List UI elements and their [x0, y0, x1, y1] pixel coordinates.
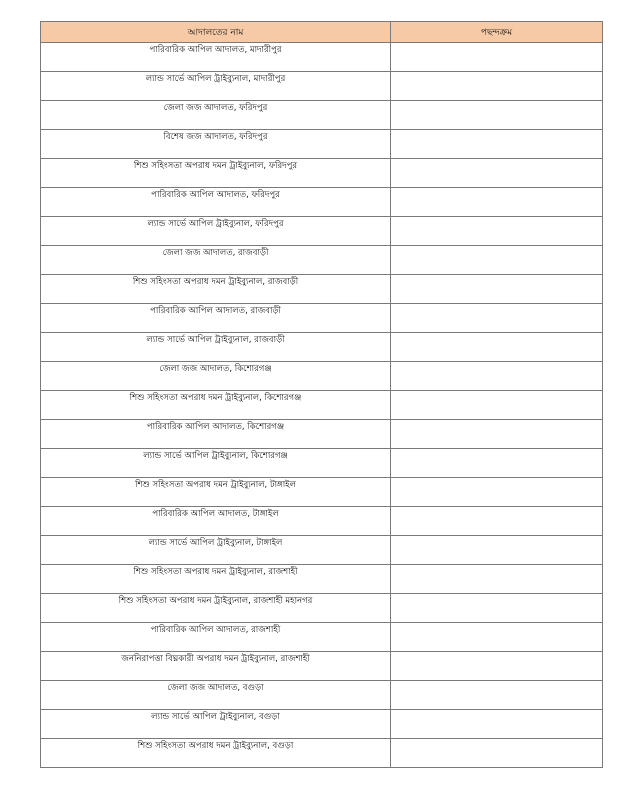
preference-cell[interactable] — [391, 188, 603, 217]
table-row — [41, 275, 603, 304]
table-row — [41, 391, 603, 420]
preference-cell[interactable] — [391, 362, 603, 391]
preference-cell[interactable] — [391, 101, 603, 130]
court-name-cell: ল্যান্ড সার্ভে আপিল ট্রাইব্যুনাল, ফরিদপুর — [41, 217, 391, 246]
court-name-cell: জেলা জজ আদালত, রাজবাড়ী — [41, 246, 391, 275]
preference-cell[interactable] — [391, 246, 603, 275]
court-name-cell: পারিবারিক আপিল আদালত, টাঙ্গাইল — [41, 507, 391, 536]
court-name-cell: বিশেষ জজ আদালত, ফরিদপুর — [41, 130, 391, 159]
table-row — [41, 739, 603, 768]
preference-cell[interactable] — [391, 449, 603, 478]
court-name-cell: শিশু সহিংসতা অপরাধ দমন ট্রাইব্যুনাল, রাজশাহী — [41, 565, 391, 594]
court-name-cell: শিশু সহিংসতা অপরাধ দমন ট্রাইব্যুনাল, কিশোরগঞ্জ — [41, 391, 391, 420]
table-body — [41, 43, 603, 768]
court-name-cell: ল্যান্ড সার্ভে আপিল ট্রাইব্যুনাল, বগুড়া — [41, 710, 391, 739]
table-row — [41, 565, 603, 594]
preference-cell[interactable] — [391, 304, 603, 333]
court-preference-table — [40, 21, 603, 768]
table-row — [41, 159, 603, 188]
table-row — [41, 623, 603, 652]
table-row — [41, 536, 603, 565]
preference-cell[interactable] — [391, 217, 603, 246]
table-row — [41, 362, 603, 391]
court-name-cell: পারিবারিক আপিল আদালত, মাদারীপুর — [41, 43, 391, 72]
court-name-cell: জেলা জজ আদালত, কিশোরগঞ্জ — [41, 362, 391, 391]
preference-cell[interactable] — [391, 681, 603, 710]
table-row — [41, 420, 603, 449]
court-name-cell: জেলা জজ আদালত, বগুড়া — [41, 681, 391, 710]
court-name-cell: জেলা জজ আদালত, ফরিদপুর — [41, 101, 391, 130]
court-name-cell: ল্যান্ড সার্ভে আপিল ট্রাইব্যুনাল, টাঙ্গাইল — [41, 536, 391, 565]
table-header-row — [41, 22, 603, 43]
preference-cell[interactable] — [391, 507, 603, 536]
preference-cell[interactable] — [391, 72, 603, 101]
court-name-cell: পারিবারিক আপিল আদালত, রাজশাহী — [41, 623, 391, 652]
table-row — [41, 188, 603, 217]
table-row — [41, 130, 603, 159]
table-row — [41, 304, 603, 333]
preference-cell[interactable] — [391, 710, 603, 739]
preference-cell[interactable] — [391, 478, 603, 507]
preference-cell[interactable] — [391, 623, 603, 652]
court-name-cell: ল্যান্ড সার্ভে আপিল ট্রাইব্যুনাল, কিশোরগঞ্জ — [41, 449, 391, 478]
court-name-cell: শিশু সহিংসতা অপরাধ দমন ট্রাইব্যুনাল, টাঙ্গাইল — [41, 478, 391, 507]
table-row — [41, 594, 603, 623]
preference-cell[interactable] — [391, 333, 603, 362]
court-name-cell: পারিবারিক আপিল আদালত, রাজবাড়ী — [41, 304, 391, 333]
court-name-cell: ল্যান্ড সার্ভে আপিল ট্রাইব্যুনাল, মাদারীপুর — [41, 72, 391, 101]
header-court-name: আদালতের নাম — [41, 22, 391, 43]
court-name-cell: শিশু সহিংসতা অপরাধ দমন ট্রাইব্যুনাল, রাজবাড়ী — [41, 275, 391, 304]
preference-cell[interactable] — [391, 159, 603, 188]
court-name-cell: শিশু সহিংসতা অপরাধ দমন ট্রাইব্যুনাল, বগুড়া — [41, 739, 391, 768]
table-row — [41, 217, 603, 246]
table-row — [41, 43, 603, 72]
table-row — [41, 333, 603, 362]
preference-cell[interactable] — [391, 739, 603, 768]
table-row — [41, 478, 603, 507]
table-row — [41, 507, 603, 536]
court-name-cell: শিশু সহিংসতা অপরাধ দমন ট্রাইব্যুনাল, রাজশাহী মহানগর — [41, 594, 391, 623]
table-row — [41, 101, 603, 130]
preference-cell[interactable] — [391, 565, 603, 594]
table-row — [41, 710, 603, 739]
court-name-cell: ল্যান্ড সার্ভে আপিল ট্রাইব্যুনাল, রাজবাড়ী — [41, 333, 391, 362]
preference-cell[interactable] — [391, 391, 603, 420]
court-name-cell: জননিরাপত্তা বিঘ্নকারী অপরাধ দমন ট্রাইব্যুনাল, রাজশাহী — [41, 652, 391, 681]
table-row — [41, 652, 603, 681]
court-name-cell: পারিবারিক আপিল আদালত, কিশোরগঞ্জ — [41, 420, 391, 449]
header-preference: পছন্দক্রম — [391, 22, 603, 43]
court-name-cell: শিশু সহিংসতা অপরাধ দমন ট্রাইব্যুনাল, ফরিদপুর — [41, 159, 391, 188]
table-row — [41, 72, 603, 101]
preference-cell[interactable] — [391, 275, 603, 304]
court-name-cell: পারিবারিক আপিল আদালত, ফরিদপুর — [41, 188, 391, 217]
preference-cell[interactable] — [391, 536, 603, 565]
preference-cell[interactable] — [391, 130, 603, 159]
table-row — [41, 681, 603, 710]
preference-cell[interactable] — [391, 652, 603, 681]
preference-cell[interactable] — [391, 420, 603, 449]
table-row — [41, 246, 603, 275]
table-row — [41, 449, 603, 478]
preference-cell[interactable] — [391, 43, 603, 72]
preference-cell[interactable] — [391, 594, 603, 623]
